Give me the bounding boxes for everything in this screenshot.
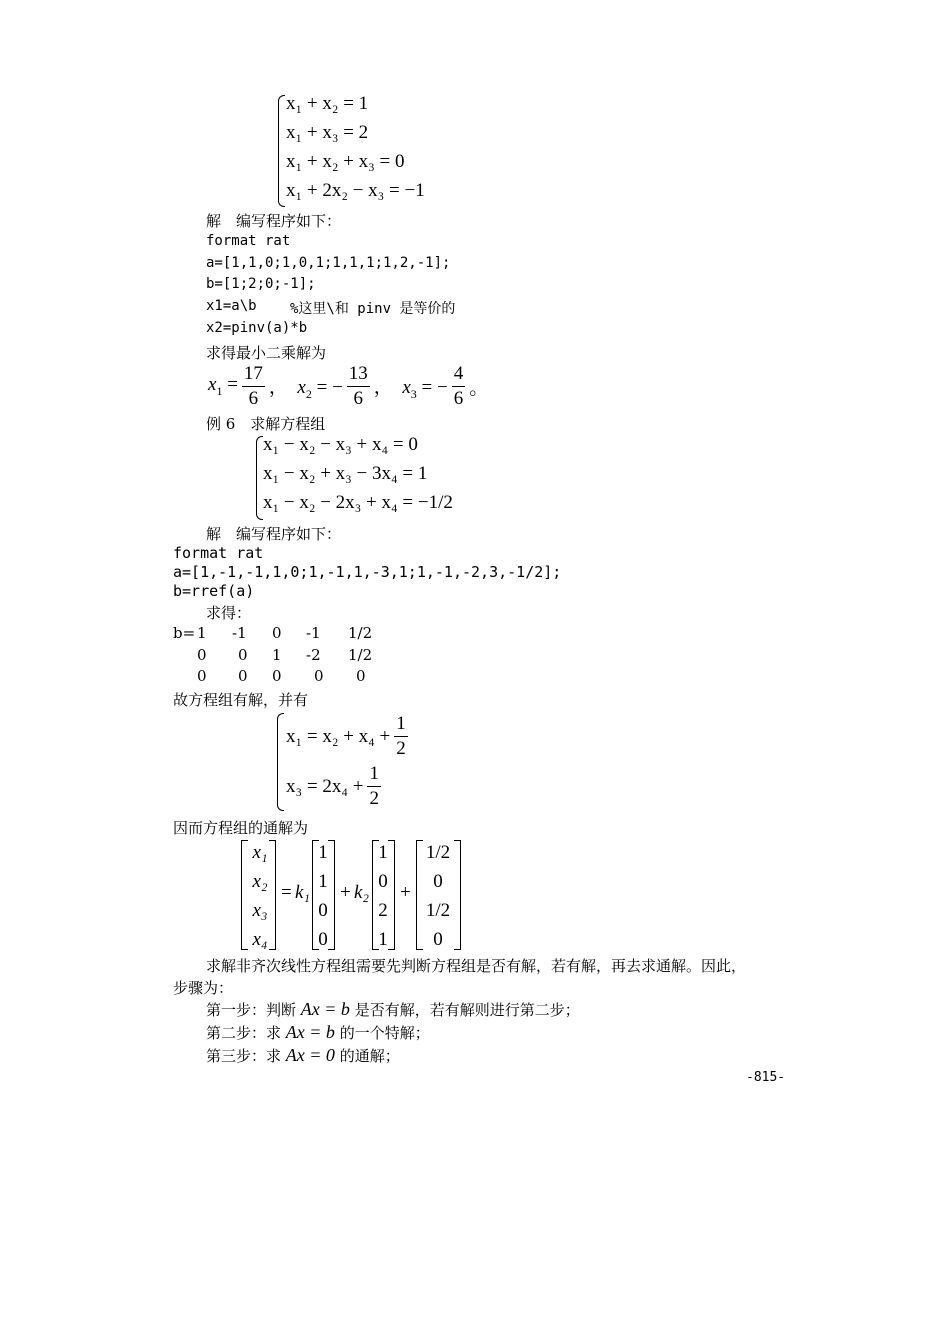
rref-cell: 1 [197,624,207,642]
relation-2-lhs: x₃ = 2x₄ + [286,775,364,797]
xvec-entry: x₂ [252,871,268,892]
system2-eq3: x₁ − x₂ − 2x₃ + x₄ = −1/2 [263,492,453,513]
x3-num: 4 [452,362,466,387]
rref-cell: 0 [197,667,207,685]
general-label: 因而方程组的通解为 [173,819,309,837]
x1-num: 17 [242,362,265,387]
lsq-solution: $x_1$ = $\frac{17}{6}$ ， $x_2$ = − $\frac{13}{6}$ ， $x_3$ = − $\frac{4}{6}$ 。 [208,363,489,409]
v3-entry: 1/2 [425,900,451,921]
code2-line3: b=rref(a) [173,582,255,600]
v3-entry: 0 [433,929,443,950]
step-2-pre: 第二步：求 [206,1024,286,1042]
system1-eq3: x₁ + x₂ + x₃ = 0 [286,151,405,172]
system2-eq1: x₁ − x₂ − x₃ + x₄ = 0 [263,434,418,455]
step-3-post: 的通解； [334,1047,400,1065]
system2-eq2: x₁ − x₂ + x₃ − 3x₄ = 1 [263,463,428,484]
paragraph-1: 求解非齐次线性方程组需要先判断方程组是否有解，若有解，再去求通解。因此， [206,957,747,975]
solution2-intro: 解 编写程序如下： [206,525,342,543]
step-1-post: 是否有解，若有解则进行第二步； [349,1001,580,1019]
xvec-bracket-left [241,840,248,950]
k1: k₁ [295,882,311,903]
rref-cell: 0 [314,667,324,685]
step-2 [206,1022,430,1043]
k2: k₂ [354,882,370,903]
has-solution-label: 故方程组有解，并有 [173,691,309,709]
x1-den: 6 [248,388,259,409]
code1-line4-code: x1=a\b [206,298,257,314]
step-3-pre: 第三步：求 [206,1047,286,1065]
rref-cell: -2 [306,646,321,664]
system1-brace [278,95,285,207]
rref-cell: 1 [272,646,282,664]
rref-cell: -1 [306,624,321,642]
step-3-math: Ax = 0 [285,1045,335,1065]
frac-num: 1 [394,712,408,737]
step-2-post: 的一个特解； [334,1024,430,1042]
xvec-entry: x₁ [252,842,268,863]
step-1-pre: 第一步：判断 [206,1001,301,1019]
v1-entry: 0 [318,929,328,950]
rref-cell: -1 [232,624,247,642]
v2-entry: 2 [378,900,388,921]
system1-eq2: x₁ + x₃ = 2 [286,122,369,143]
v3 [420,838,456,954]
relation-2 [286,762,381,811]
example6-title: 例 6 求解方程组 [206,415,326,433]
v1-entry: 1 [318,842,328,863]
rref-cell: 1/2 [348,624,373,642]
code1-line4-comment: %这里\和 pinv 是等价的 [290,301,456,317]
rref-cell: 0 [238,646,248,664]
solution1-intro: 解 编写程序如下： [206,212,342,230]
xvec [249,838,271,954]
plus-sign: + [340,882,351,903]
relation-1 [286,712,408,761]
v1-bracket-right [328,840,335,950]
equals-sign: = [281,882,292,903]
rref-cell: 0 [356,667,366,685]
rref-cell: 0 [272,667,282,685]
frac-den: 2 [369,788,379,809]
xvec-bracket-right [269,840,276,950]
v1-entry: 1 [318,871,328,892]
v3-entry: 1/2 [425,842,451,863]
step-3 [206,1045,400,1066]
v1-entry: 0 [318,900,328,921]
code1-line5: x2=pinv(a)*b [206,320,308,336]
relations-brace [277,713,284,811]
x2-num: 13 [347,362,370,387]
x2-den: 6 [353,388,364,409]
code1-line2: a=[1,1,0;1,0,1;1,1,1;1,2,-1]; [206,255,451,271]
v2-bracket-right [388,840,395,950]
rref-cell: 0 [197,646,207,664]
obtained-label: 求得： [206,604,252,622]
rref-b-label: b= [173,624,196,642]
v2-entry: 1 [378,929,388,950]
page-number: -815- [746,1070,786,1085]
step-2-math: Ax = b [285,1022,335,1042]
system1-eq4: x₁ + 2x₂ − x₃ = −1 [286,180,425,201]
relation-1-lhs: x₁ = x₂ + x₄ + [286,725,391,747]
step-1-math: Ax = b [300,999,350,1019]
v3-bracket-right [454,840,461,950]
rref-cell: 0 [272,624,282,642]
system2-brace [256,436,263,520]
x3-den: 6 [453,388,464,409]
step-1 [206,999,580,1020]
code1-line1: format rat [206,233,291,249]
frac-den: 2 [396,738,406,759]
frac-num: 1 [367,762,381,787]
lsq-label: 求得最小二乘解为 [206,344,327,362]
paragraph-1-cont: 步骤为： [173,979,234,997]
plus-sign: + [400,882,411,903]
xvec-entry: x₄ [252,929,268,950]
rref-cell: 1/2 [348,646,373,664]
system1-eq1: x₁ + x₂ = 1 [286,93,369,114]
v2-entry: 1 [378,842,388,863]
code2-line1: format rat [173,544,264,562]
code1-line3: b=[1;2;0;-1]; [206,276,316,292]
code2-line2: a=[1,-1,-1,1,0;1,-1,1,-3,1;1,-1,-2,3,-1/2]; [173,563,562,581]
v3-entry: 0 [433,871,443,892]
xvec-entry: x₃ [252,900,268,921]
rref-cell: 0 [238,667,248,685]
v2-entry: 0 [378,871,388,892]
